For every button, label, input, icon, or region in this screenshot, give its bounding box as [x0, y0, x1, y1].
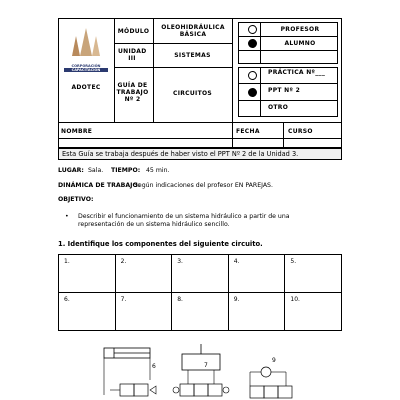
alumno-label: ALUMNO — [284, 40, 316, 47]
notice-text: Esta Guía se trabaja después de haber visto el PPT Nº 2 de la Unidad 3. — [62, 150, 299, 158]
question-1: 1. Identifique los componentes del siguiente circuito. — [58, 240, 263, 248]
company-logo: CORPORACIÓN CAPACITACIÓN — [64, 26, 108, 76]
dinamica-label: DINÁMICA DE TRABAJO: — [58, 182, 141, 189]
nombre-label: NOMBRE — [61, 128, 93, 135]
answer-cell[interactable]: 8. — [172, 293, 229, 331]
profesor-radio[interactable] — [248, 25, 257, 34]
guia-value: CIRCUITOS — [173, 90, 212, 97]
practica-radio[interactable] — [248, 71, 257, 80]
brand-name: ADOTEC — [71, 84, 101, 91]
practica-label: PRÁCTICA Nº___ — [268, 69, 326, 76]
diagram-label: 6 — [152, 363, 156, 370]
modulo-value: OLEOHIDRÁULICA BÁSICA — [161, 24, 225, 38]
answer-cell[interactable]: 2. — [115, 255, 172, 293]
otro-label: OTRO — [268, 104, 289, 111]
diagram-label: 9 — [272, 357, 276, 364]
fecha-label: FECHA — [236, 128, 260, 135]
diagram-label: 7 — [204, 362, 208, 369]
answer-cell[interactable]: 10. — [285, 293, 342, 331]
tiempo-value: 45 min. — [146, 167, 170, 174]
answer-grid — [58, 254, 342, 331]
lugar-value: Sala. — [88, 167, 104, 174]
lugar-label: LUGAR: — [58, 167, 84, 174]
answer-cell[interactable]: 4. — [228, 255, 285, 293]
answer-cell[interactable]: 9. — [228, 293, 285, 331]
objetivo-text: Describir el funcionamiento de un sistema hidráulico a partir de una representación de un sistema hidráulico sencillo. — [78, 213, 290, 228]
curso-label: CURSO — [288, 128, 313, 135]
guia-label: GUÍA DE TRABAJO Nº 2 — [116, 82, 149, 103]
answer-cell[interactable]: 7. — [115, 293, 172, 331]
answer-cell[interactable]: 5. — [285, 255, 342, 293]
tiempo-label: TIEMPO: — [111, 167, 141, 174]
unidad-value: SISTEMAS — [174, 52, 211, 59]
unidad-label: UNIDAD III — [118, 48, 147, 62]
alumno-radio[interactable] — [248, 39, 257, 48]
ppt-label: PPT Nº 2 — [268, 87, 301, 94]
hydraulic-circuit-diagram — [90, 340, 310, 400]
answer-cell[interactable]: 1. — [59, 255, 116, 293]
dinamica-value: Según indicaciones del profesor EN PAREJAS. — [134, 182, 273, 189]
answer-cell[interactable]: 3. — [172, 255, 229, 293]
objetivo-label: OBJETIVO: — [58, 196, 94, 203]
objetivo-bullet-icon: • — [65, 213, 69, 220]
modulo-label: MÓDULO — [117, 28, 150, 35]
profesor-label: PROFESOR — [280, 26, 320, 33]
ppt-radio[interactable] — [248, 88, 257, 97]
answer-cell[interactable]: 6. — [59, 293, 116, 331]
